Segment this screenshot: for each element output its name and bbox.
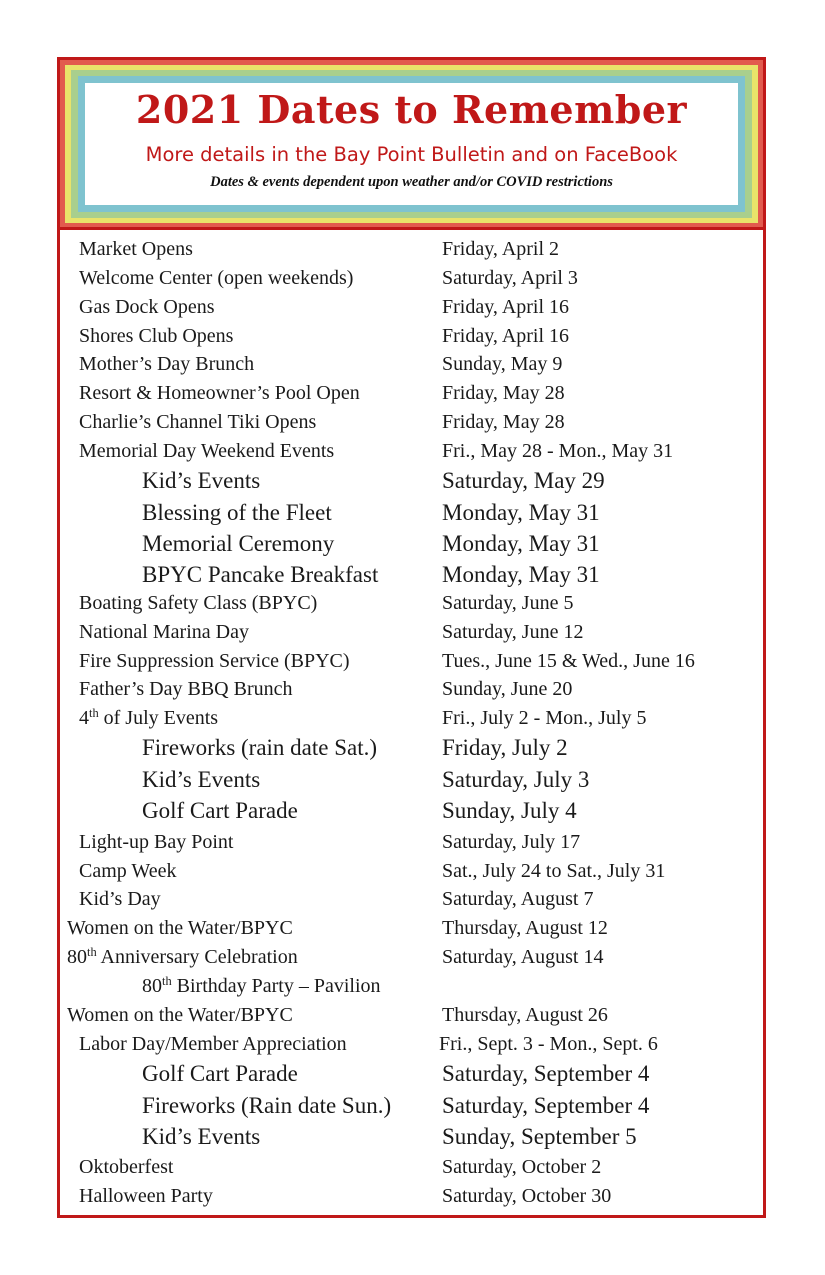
event-date: Friday, July 2: [442, 735, 568, 760]
event-name-text: of July Events: [98, 707, 219, 729]
event-name: Halloween Party: [79, 1185, 213, 1207]
event-name: Boating Safety Class (BPYC): [79, 592, 318, 614]
ordinal-suffix: th: [87, 945, 97, 960]
event-name: Oktoberfest: [79, 1156, 174, 1178]
event-name: Light-up Bay Point: [79, 831, 234, 853]
event-name: Father’s Day BBQ Brunch: [79, 678, 293, 700]
event-date: Friday, April 16: [442, 296, 570, 318]
event-name: Golf Cart Parade: [142, 798, 298, 823]
event-date: Tues., June 15 & Wed., June 16: [442, 650, 695, 672]
event-date: Sunday, May 9: [442, 353, 563, 375]
event-date: Sunday, July 4: [442, 798, 577, 823]
ordinal-suffix: th: [89, 706, 99, 721]
event-name: [79, 707, 218, 730]
event-date: Saturday, May 29: [442, 468, 605, 493]
event-date: Thursday, August 26: [442, 1004, 608, 1026]
event-name: Kid’s Events: [142, 767, 261, 792]
event-date: Thursday, August 12: [442, 917, 608, 939]
event-date: Saturday, June 5: [442, 592, 574, 614]
event-name-number: 4: [79, 707, 89, 729]
event-date: Saturday, July 17: [442, 831, 581, 853]
event-date: Saturday, August 7: [442, 888, 594, 910]
event-name: Kid’s Day: [79, 888, 161, 910]
event-name: Fireworks (Rain date Sun.): [142, 1093, 392, 1118]
event-date: Sat., July 24 to Sat., July 31: [442, 860, 666, 882]
event-name: Mother’s Day Brunch: [79, 353, 255, 375]
event-name: [67, 946, 298, 969]
event-date: Fri., Sept. 3 - Mon., Sept. 6: [439, 1033, 658, 1055]
event-name: Fireworks (rain date Sat.): [142, 735, 378, 760]
event-date: Friday, May 28: [442, 382, 565, 404]
weather-note: Dates & events dependent upon weather and/or COVID restrictions: [210, 174, 613, 190]
event-date: Friday, April 2: [442, 238, 560, 260]
event-name: Fire Suppression Service (BPYC): [79, 650, 350, 672]
event-name: Golf Cart Parade: [142, 1061, 298, 1086]
event-date: Fri., May 28 - Mon., May 31: [442, 440, 674, 462]
event-date: Friday, April 16: [442, 325, 570, 347]
event-name: Women on the Water/BPYC: [67, 917, 293, 939]
event-date: Monday, May 31: [442, 562, 600, 587]
event-date: Sunday, June 20: [442, 678, 573, 700]
event-name: Gas Dock Opens: [79, 296, 215, 318]
page-subtitle: More details in the Bay Point Bulletin and on FaceBook: [145, 143, 678, 166]
event-date: Saturday, June 12: [442, 621, 584, 643]
event-date: Monday, May 31: [442, 531, 600, 556]
event-date: Saturday, September 4: [442, 1093, 650, 1118]
ordinal-suffix: th: [162, 974, 172, 989]
event-name: Welcome Center (open weekends): [79, 267, 354, 289]
event-name: [142, 975, 381, 998]
event-name: Women on the Water/BPYC: [67, 1004, 293, 1026]
event-name: Blessing of the Fleet: [142, 500, 332, 525]
event-date: Saturday, April 3: [442, 267, 578, 289]
event-name: Camp Week: [79, 860, 177, 882]
event-date: Saturday, September 4: [442, 1061, 650, 1086]
event-name: National Marina Day: [79, 621, 249, 643]
event-date: Monday, May 31: [442, 500, 600, 525]
event-name: Kid’s Events: [142, 468, 261, 493]
event-name: Kid’s Events: [142, 1124, 261, 1149]
event-name-number: 80: [142, 975, 162, 997]
event-name: Memorial Ceremony: [142, 531, 335, 556]
event-name-number: 80: [67, 946, 87, 968]
event-date: Saturday, August 14: [442, 946, 604, 968]
event-name-text: Anniversary Celebration: [96, 946, 298, 968]
page-title: 2021 Dates to Remember: [135, 87, 688, 132]
event-date: Saturday, October 2: [442, 1156, 602, 1178]
event-name: BPYC Pancake Breakfast: [142, 562, 379, 587]
event-name: Market Opens: [79, 238, 193, 260]
event-name-text: Birthday Party – Pavilion: [171, 975, 381, 997]
event-name: Resort & Homeowner’s Pool Open: [79, 382, 360, 404]
event-name: Shores Club Opens: [79, 325, 234, 347]
event-name: Memorial Day Weekend Events: [79, 440, 335, 462]
event-date: Fri., July 2 - Mon., July 5: [442, 707, 647, 729]
event-date: Friday, May 28: [442, 411, 565, 433]
event-date: Saturday, October 30: [442, 1185, 612, 1207]
event-date: Sunday, September 5: [442, 1124, 637, 1149]
event-date: Saturday, July 3: [442, 767, 590, 792]
event-name: Labor Day/Member Appreciation: [79, 1033, 347, 1055]
event-name: Charlie’s Channel Tiki Opens: [79, 411, 317, 433]
